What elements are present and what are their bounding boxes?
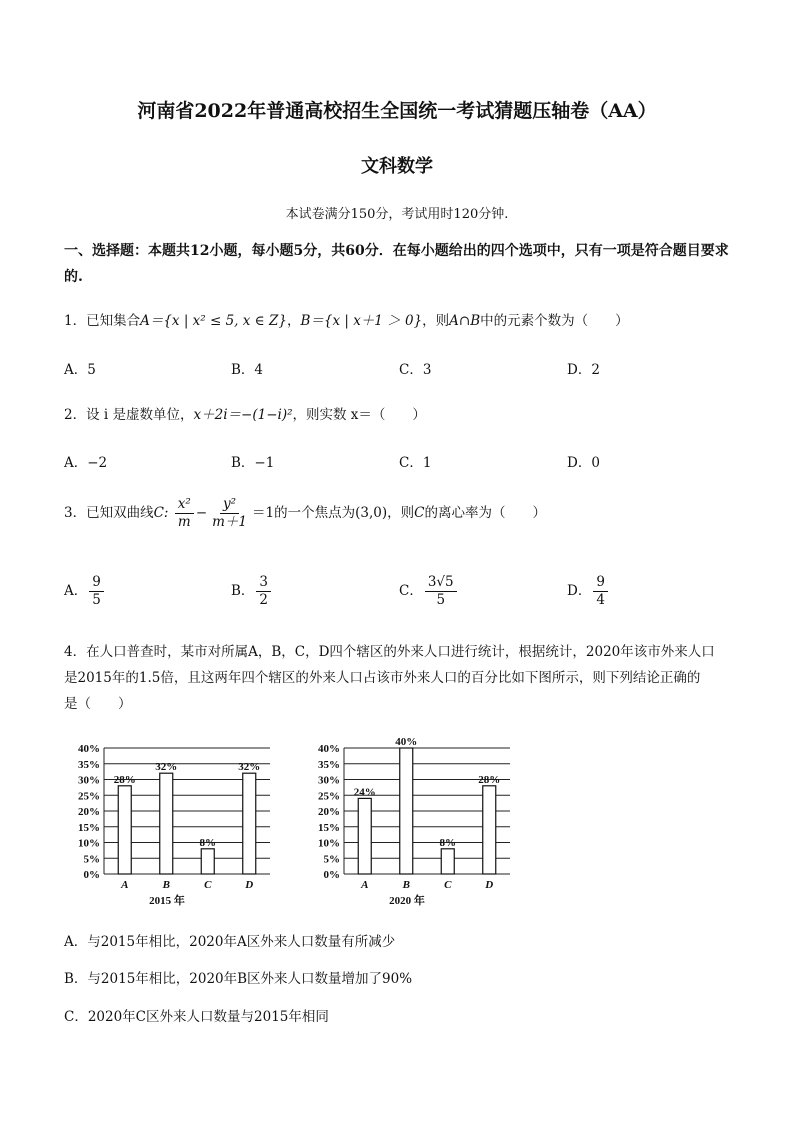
y-tick-label: 20%	[318, 806, 340, 818]
data-label: 24%	[353, 786, 376, 799]
q2-option-c: C．1	[399, 455, 432, 471]
question-text: ，则	[422, 313, 450, 329]
focus-point: (3,0)	[355, 505, 388, 521]
question-number: 3．	[64, 505, 87, 521]
x-tick-label: B	[162, 879, 170, 891]
q1-option-a: A．5	[64, 362, 96, 378]
exam-subject: 文科数学	[361, 156, 433, 177]
q3-option-d	[567, 574, 610, 609]
separator: ，	[286, 313, 301, 329]
fraction-denominator: 2	[259, 592, 269, 608]
question-line: 是2015年的1.5倍，且这两年四个辖区的外来人口占该市外来人口的百分比如下图所示，则下列结论正确的	[64, 670, 701, 686]
q1-option-d: D．2	[567, 362, 600, 378]
bar-C	[201, 849, 214, 874]
fraction-numerator: y²	[220, 496, 239, 514]
option-label: D．	[567, 583, 592, 599]
q4-option-a: A．与2015年相比，2020年A区外来人口数量有所减少	[64, 934, 396, 950]
option-label: B．	[231, 583, 255, 599]
fraction-denominator: m＋1	[212, 514, 248, 530]
y-tick-label: 10%	[318, 837, 340, 850]
question-3	[64, 496, 546, 531]
y-tick-label: 40%	[78, 743, 100, 755]
fraction-y	[209, 496, 250, 531]
option-fraction	[593, 574, 608, 609]
y-tick-label: 25%	[78, 790, 100, 803]
option-fraction	[425, 574, 457, 609]
chart-title: 2015 年	[149, 895, 185, 907]
data-label: 28%	[113, 773, 136, 786]
data-label: 40%	[395, 736, 418, 748]
q1-option-b: B．4	[231, 362, 264, 378]
data-label: 8%	[199, 836, 216, 849]
q2-option-d: D．0	[567, 455, 600, 471]
bar-D	[243, 773, 256, 874]
data-label: 8%	[439, 836, 456, 849]
q3-option-a	[64, 574, 106, 609]
bar-D	[483, 786, 496, 874]
x-tick-label: C	[444, 879, 452, 891]
fraction-numerator: 3√5	[425, 574, 457, 592]
fraction-denominator: m	[177, 514, 191, 530]
data-label: 32%	[155, 761, 178, 774]
bar-B	[400, 748, 413, 874]
y-tick-label: 15%	[318, 821, 340, 834]
set-a-expression: A＝{x | x² ≤ 5, x ∈ Z}	[140, 313, 287, 329]
y-tick-label: 30%	[78, 774, 100, 787]
fraction-numerator: x²	[175, 496, 194, 514]
data-label: 32%	[238, 761, 261, 774]
bar-C	[441, 849, 454, 874]
fraction-denominator: 4	[596, 592, 605, 608]
bar-B	[160, 773, 173, 874]
bar-A	[358, 798, 371, 874]
equals-one: ＝1	[252, 505, 275, 521]
question-1	[64, 309, 629, 329]
question-number: 1．	[64, 313, 87, 329]
bar-chart-2020	[300, 728, 520, 908]
q4-option-b: B．与2015年相比，2020年B区外来人口数量增加了90%	[64, 971, 413, 987]
equation: x＋2i＝−(1−i)²	[193, 407, 293, 423]
y-tick-label: 0%	[83, 869, 100, 881]
question-text: 已知双曲线	[86, 505, 154, 521]
fraction-x	[175, 496, 194, 531]
exam-note: 本试卷满分150分，考试用时120分钟.	[285, 207, 509, 222]
fraction-denominator: 5	[92, 592, 101, 608]
fraction-denominator: 5	[436, 592, 446, 608]
x-tick-label: D	[245, 879, 254, 891]
question-line: 4．在人口普查时，某市对所属A，B，C，D四个辖区的外来人口进行统计，根据统计，2020年该市外来人口	[64, 644, 715, 660]
curve-name: C:	[153, 505, 169, 521]
y-tick-label: 0%	[323, 869, 340, 881]
x-tick-label: A	[121, 879, 129, 891]
set-b-expression: B＝{x | x＋1 ＞ 0}	[300, 313, 423, 329]
question-text: ，则	[387, 505, 415, 521]
y-tick-label: 35%	[78, 758, 100, 771]
y-tick-label: 30%	[318, 774, 340, 787]
section-heading: 一、选择题：本题共12小题，每小题5分，共60分．在每小题给出的四个选项中，只有一项是符合题目要求的.	[64, 243, 729, 285]
y-tick-label: 25%	[318, 790, 340, 803]
question-number: 2．	[64, 407, 87, 423]
minus-sign: −	[195, 505, 208, 521]
question-text: 设 i 是虚数单位，	[86, 407, 194, 423]
question-text: ，则实数 x＝（ ）	[292, 407, 426, 423]
q4-option-c: C．2020年C区外来人口数量与2015年相同	[64, 1009, 329, 1025]
option-fraction	[89, 574, 104, 609]
question-text: 已知集合	[86, 313, 141, 329]
q3-option-b	[231, 574, 273, 609]
data-label: 28%	[478, 773, 501, 786]
fraction-numerator: 9	[89, 574, 104, 592]
q2-option-b: B．−1	[231, 455, 275, 471]
question-text: 的离心率为（ ）	[424, 505, 546, 521]
y-tick-label: 5%	[83, 853, 100, 866]
fraction-numerator: 3	[256, 574, 271, 592]
x-tick-label: A	[361, 879, 369, 891]
option-label: A．	[64, 583, 88, 599]
x-tick-label: B	[402, 879, 410, 891]
option-label: C．	[399, 583, 423, 599]
question-text: 的一个焦点为	[274, 505, 356, 521]
q2-option-a: A．−2	[64, 455, 108, 471]
question-line: 是（ ）	[64, 696, 132, 712]
fraction-numerator: 9	[593, 574, 608, 592]
question-4	[64, 639, 734, 717]
option-fraction	[256, 574, 271, 609]
y-tick-label: 15%	[78, 821, 100, 834]
y-tick-label: 35%	[318, 758, 340, 771]
x-tick-label: D	[485, 879, 494, 891]
intersection-expression: A∩B	[449, 313, 481, 329]
bar-A	[118, 786, 131, 874]
bar-chart-2015	[60, 728, 280, 908]
y-tick-label: 20%	[78, 806, 100, 818]
x-tick-label: C	[204, 879, 212, 891]
question-2	[64, 403, 426, 423]
y-tick-label: 5%	[323, 853, 340, 866]
y-tick-label: 40%	[318, 743, 340, 755]
question-text: 中的元素个数为（ ）	[480, 313, 629, 329]
q3-option-c	[399, 574, 459, 609]
curve-name: C	[414, 505, 425, 521]
exam-title: 河南省2022年普通高校招生全国统一考试猜题压轴卷（AA）	[137, 100, 657, 122]
chart-title: 2020 年	[389, 895, 425, 907]
q1-option-c: C．3	[399, 362, 432, 378]
y-tick-label: 10%	[78, 837, 100, 850]
